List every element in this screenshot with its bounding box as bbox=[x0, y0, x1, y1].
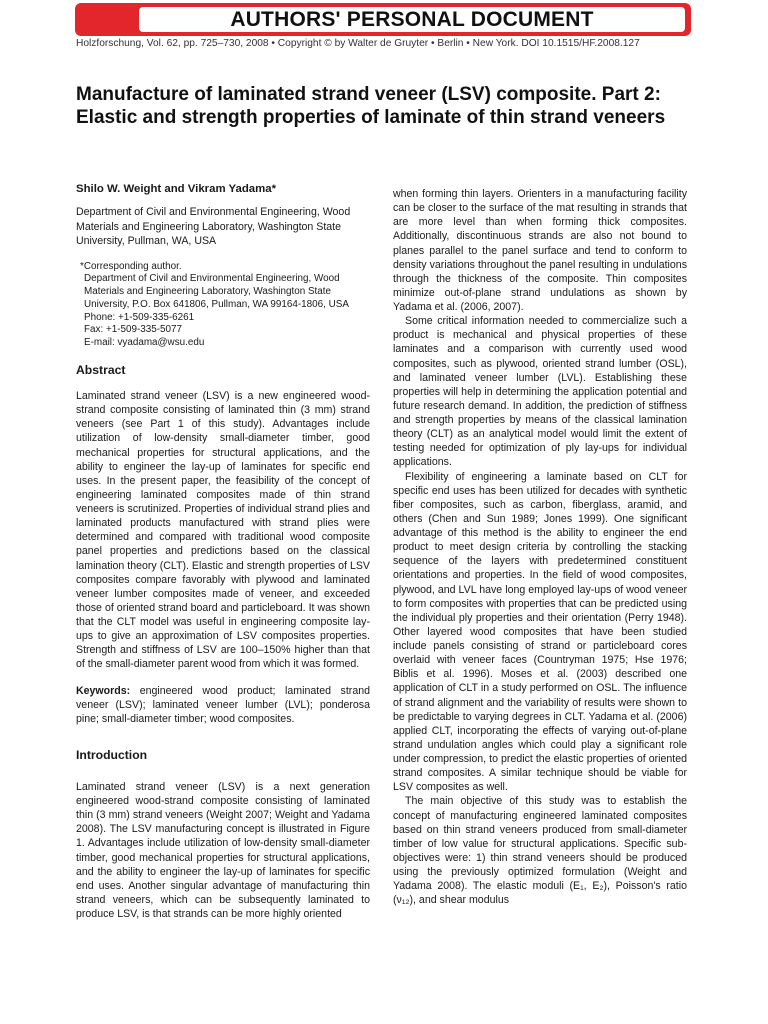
right-paragraph-1: when forming thin layers. Orienters in a manufacturing facility can be closer to the surface of the mat resulting in strands that are more level than when forming thick composites. Additionally, discontinuous strands are also not bound to planes parallel to the panel surface and tend to conform to density variations throughout the panel resulting in undulations through the thickness of the composite. Thin composites minimize out-of-plane strand undulations as shown by Yadama et al. (2006, 2007). bbox=[393, 188, 687, 313]
authors: Shilo W. Weight and Vikram Yadama* bbox=[76, 183, 277, 195]
introduction-paragraph-1: Laminated strand veneer (LSV) is a next generation engineered wood-strand composite consisting of laminated thin (3 mm) strand veneers (Weight 2007; Weight and Yadama 2008). The LSV manufacturing concept is illustrated in Figure 1. Advantages include utilization of low-density small-diameter timber, good mechanical properties for structural applications, and the ability to engineer the lay-up of laminates for specific end uses. Another singular advantage of manufacturing thin strand veneers, which can be subsequently laminated to produce LSV, is that strands can be more highly oriented bbox=[76, 780, 370, 921]
right-paragraph-2: Some critical information needed to commercialize such a product is mechanical and physical properties of these laminates and a comparison with currently used wood composites, such as plywood, oriented strand lumber (OSL), and laminated veneer lumber (LVL). Establishing these properties will help in determining the application potential and future research demand. In addition, the prediction of stiffness and strength properties by means of the classical lamination theory (CLT) as an analytical model would limit the extent of testing needed for optimization of ply lay-ups for individual applications. bbox=[393, 315, 687, 469]
keywords-text: engineered wood product; laminated strand veneer (LSV); laminated veneer lumber (LVL); ponderosa pine; small-diameter timber; wood composites. bbox=[76, 684, 370, 725]
corresponding-address: Department of Civil and Environmental Engineering, Wood Materials and Engineering Laboratory, Washington State University, P.O. Box 641806, Pullman, WA 99164-1806, USA bbox=[84, 273, 349, 310]
keywords bbox=[76, 684, 370, 726]
left-column bbox=[76, 183, 370, 921]
abstract-heading: Abstract bbox=[76, 363, 126, 378]
right-paragraph-3: Flexibility of engineering a laminate based on CLT for specific end uses has been utilized for decades with synthetic fiber composites, such as carbon, fiberglass, aramid, and others (Chen and Sun 1989; Jones 1999). One significant advantage of this method is the ability to engineer the end product to meet design criteria by controlling the stacking sequence of the layers with predetermined constituent orientations and properties. In the field of wood composites, plywood, and LVL have long employed lay-ups of wood veneer to form composites with properties that can be predicted using the individual ply properties and their orientation (Perry 1948). Other layered wood composites that have been studied include panels consisting of strand or particleboard cores overlaid with veneer faces (Countryman 1975; Hse 1976; Biblis et al. 1996). Moses et al. (2003) described one application of CLT in a study performed on OSL. The influence of strand alignment and the variability of results were shown to be predictable to varying degrees in CLT. Yadama et al. (2006) applied CLT, incorporating the effects of varying out-of-plane strand undulation angles which could play a significant role under compression, to predict the elastic properties of oriented strand composites. A similar technique should be viable for LSV composites as well. bbox=[393, 470, 687, 794]
introduction-heading: Introduction bbox=[76, 747, 148, 762]
affiliation: Department of Civil and Environmental Engineering, Wood Materials and Engineering Laboratory, Washington State University, Pullman, WA, USA bbox=[76, 206, 351, 247]
keywords-label: Keywords: bbox=[76, 684, 131, 697]
abstract-text: Laminated strand veneer (LSV) is a new engineered wood-strand composite consisting of laminated thin (3 mm) strand veneers (see Part 1 of this study). Advantages include utilization of low-density small-diameter timber, good mechanical properties for structural applications, and the ability to engineer the lay-up of laminates for specific end uses. In the present paper, the feasibility of the concept of engineering laminated composites made of thin strand veneers is scrutinized. Properties of individual strand plies and laminated products manufactured with strand plies were determined and compared with traditional wood composite panel properties and predictions based on the classical lamination theory (CLT). Elastic and strength properties of LSV composites compare favorably with plywood and laminated veneer lumber composites made of veneer, and exceeded those of oriented strand board and particleboard. It was shown that the CLT model was useful in engineering composite lay-ups to give an approximation of LSV composites properties. Strength and stiffness of LSV are 100–150% higher than that of the small-diameter parent wood from which it was formed. bbox=[76, 390, 370, 671]
article-title: Manufacture of laminated strand veneer (LSV) composite. Part 2: Elastic and strength properties of laminate of thin strand veneers bbox=[76, 84, 666, 128]
running-header: Holzforschung, Vol. 62, pp. 725–730, 2008 • Copyright © by Walter de Gruyter • Berlin • New York. DOI 10.1515/HF.2008.127 bbox=[76, 38, 640, 49]
right-paragraph-4: The main objective of this study was to establish the concept of manufacturing engineered laminated composites based on thin strand veneers produced from small-diameter timber of low value for structural applications. Specific sub-objectives were: 1) thin strand veneers should be produced using the previously optimized formulation (Weight and Yadama 2008). The elastic moduli (E₁, E₂), Poisson's ratio (ν₁₂), and shear modulus bbox=[393, 795, 687, 907]
corresponding-author bbox=[80, 261, 370, 351]
corresponding-label: *Corresponding author. bbox=[80, 260, 182, 272]
corresponding-email[interactable]: E-mail: vyadama@wsu.edu bbox=[84, 337, 205, 349]
corresponding-phone: Phone: +1-509-335-6261 bbox=[84, 311, 195, 323]
right-column bbox=[393, 187, 687, 907]
banner-text: AUTHORS' PERSONAL DOCUMENT bbox=[139, 7, 685, 32]
personal-document-banner bbox=[75, 3, 691, 36]
corresponding-fax: Fax: +1-509-335-5077 bbox=[84, 324, 182, 336]
